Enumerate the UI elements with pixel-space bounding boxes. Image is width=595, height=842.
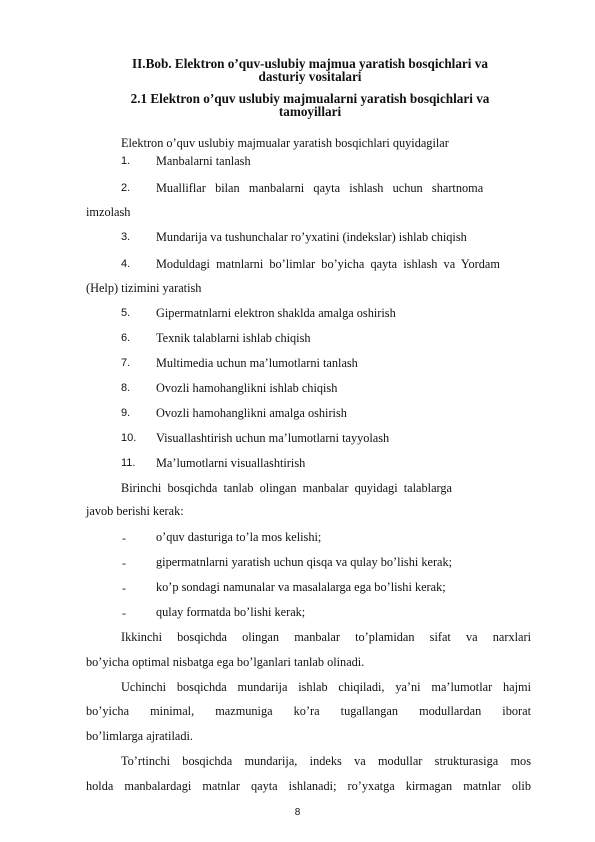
third-stage-line-1: Uchinchi bosqichda mundarija ishlab chiqiladi, ya’ni ma’lumotlar hajmi bbox=[121, 680, 531, 694]
step-text: Gipermatnlarni elektron shaklda amalga oshirish bbox=[156, 306, 396, 320]
step-number: 7. bbox=[121, 357, 131, 369]
chapter-title bbox=[90, 57, 530, 83]
step-number: 6. bbox=[121, 332, 131, 344]
list-dash: - bbox=[122, 606, 126, 620]
step-text: Ovozli hamohanglikni ishlab chiqish bbox=[156, 381, 338, 395]
step-text: Moduldagi matnlarni bo’limlar bo’yicha qayta ishlash va Yordam bbox=[156, 257, 500, 271]
step-number: 9. bbox=[121, 407, 131, 419]
section-title bbox=[90, 92, 530, 118]
step-text-continuation: imzolash bbox=[86, 205, 131, 219]
third-stage-line-3: bo’limlarga ajratiladi. bbox=[86, 729, 193, 743]
chapter-title-line-1: II.Bob. Elektron o’quv-uslubiy majmua yaratish bosqichlari va bbox=[132, 56, 488, 71]
step-text: Manbalarni tanlash bbox=[156, 154, 251, 168]
step-number: 11. bbox=[121, 457, 136, 469]
first-stage-line-1: Birinchi bosqichda tanlab olingan manbalar quyidagi talablarga bbox=[121, 481, 453, 495]
second-stage-line-2: bo’yicha optimal nisbatga ega bo’lganlari tanlab olinadi. bbox=[86, 655, 365, 669]
step-text: Multimedia uchun ma’lumotlarni tanlash bbox=[156, 356, 358, 370]
step-number: 5. bbox=[121, 307, 131, 319]
list-dash: - bbox=[122, 531, 126, 545]
intro-text: Elektron o’quv uslubiy majmualar yaratish bosqichlari quyidagilar bbox=[121, 136, 449, 150]
step-text: Texnik talablarni ishlab chiqish bbox=[156, 331, 311, 345]
fourth-stage-line-1: To’rtinchi bosqichda mundarija, indeks va modullar strukturasiga mos bbox=[121, 754, 531, 768]
fourth-stage-line-2: holda manbalardagi matnlar qayta ishlanadi; ro’yxatga kirmagan matnlar olib bbox=[86, 779, 531, 793]
section-title-line-1: 2.1 Elektron o’quv uslubiy majmualarni yaratish bosqichlari va bbox=[130, 91, 490, 106]
list-dash: - bbox=[122, 556, 126, 570]
requirement-text: ko’p sondagi namunalar va masalalarga ega bo’lishi kerak; bbox=[156, 580, 446, 594]
page-number: 8 bbox=[294, 807, 301, 818]
step-text: Mualliflar bilan manbalarni qayta ishlash uchun shartnoma bbox=[156, 181, 484, 195]
requirement-text: o’quv dasturiga to’la mos kelishi; bbox=[156, 530, 322, 544]
section-title-line-2: tamoyillari bbox=[278, 104, 342, 119]
step-number: 10. bbox=[121, 432, 137, 444]
second-stage-line-1: Ikkinchi bosqichda olingan manbalar to’plamidan sifat va narxlari bbox=[121, 630, 531, 644]
first-stage-line-2: javob berishi kerak: bbox=[86, 504, 184, 518]
step-text: Mundarija va tushunchalar ro’yxatini (indekslar) ishlab chiqish bbox=[156, 230, 467, 244]
chapter-title-line-2: dasturiy vositalari bbox=[258, 69, 362, 84]
step-text: Ma’lumotlarni visuallashtirish bbox=[156, 456, 306, 470]
list-dash: - bbox=[122, 581, 126, 595]
step-number: 1. bbox=[121, 155, 131, 167]
requirement-text: qulay formatda bo’lishi kerak; bbox=[156, 605, 306, 619]
requirement-text: gipermatnlarni yaratish uchun qisqa va qulay bo’lishi kerak; bbox=[156, 555, 453, 569]
step-number: 3. bbox=[121, 231, 131, 243]
step-text: Ovozli hamohanglikni amalga oshirish bbox=[156, 406, 347, 420]
step-number: 8. bbox=[121, 382, 131, 394]
third-stage-line-2: bo’yicha minimal, mazmuniga ko’ra tugallangan modullardan iborat bbox=[86, 704, 531, 718]
step-number: 4. bbox=[121, 258, 131, 270]
step-number: 2. bbox=[121, 182, 131, 194]
step-text-continuation: (Help) tizimini yaratish bbox=[86, 281, 202, 295]
step-text: Visuallashtirish uchun ma’lumotlarni tayyolash bbox=[156, 431, 390, 445]
